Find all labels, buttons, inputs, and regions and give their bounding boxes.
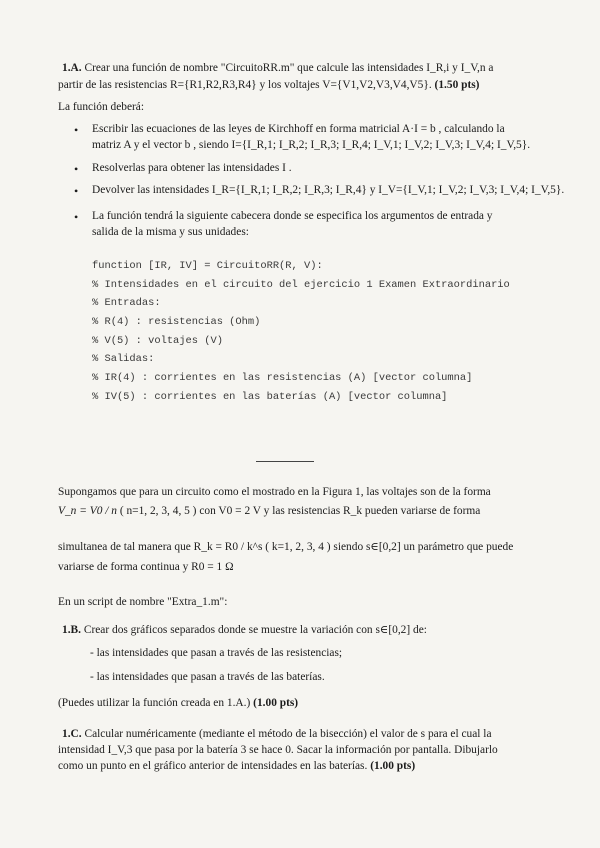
q1a-text-line1: Crear una función de nombre "CircuitoRR.m" que calcule las intensidades I_R,i y I_V,n a: [84, 62, 494, 74]
setup-line3: [58, 539, 513, 553]
q1a-intro: La función deberá:: [58, 101, 145, 113]
bullet4-line1: La función tendrá la siguiente cabecera donde se especifica los argumentos de entrada y: [92, 210, 493, 222]
setup-line3-text: ( k=1, 2, 3, 4 ) siendo s∈[0,2] un parámetro que puede: [265, 541, 514, 553]
code-line-3: % Entradas:: [92, 297, 161, 309]
code-line-4: % R(4) : resistencias (Ohm): [92, 316, 261, 328]
setup-line2: [58, 505, 480, 517]
q1a-label: 1.A.: [62, 62, 82, 74]
q1b-text: Crear dos gráficos separados donde se muestre la variación con s∈[0,2] de:: [83, 624, 427, 636]
code-line-8: % IV(5) : corrientes en las baterías (A) [vector columna]: [92, 391, 448, 403]
code-line-2: % Intensidades en el circuito del ejercicio 1 Examen Extraordinario: [92, 279, 510, 291]
voltage-formula: V_n = V0 / n: [58, 505, 117, 517]
q1c-label: 1.C.: [62, 728, 82, 740]
q1c-text-line1: Calcular numéricamente (mediante el método de la bisección) el valor de s para el cual la: [84, 728, 492, 740]
separator-rule: [256, 461, 314, 462]
q1b-item2: - las intensidades que pasan a través de las baterías.: [90, 671, 325, 683]
code-line-1: function [IR, IV] = CircuitoRR(R, V):: [92, 260, 323, 272]
q1b-note-line: [58, 697, 298, 709]
setup-line1: Supongamos que para un circuito como el mostrado en la Figura 1, las voltajes son de la forma: [58, 486, 491, 498]
q1c-line3: [58, 760, 415, 772]
bullet-icon: •: [74, 123, 79, 137]
setup-line2-text: ( n=1, 2, 3, 4, 5 ) con V0 = 2 V y las resistencias R_k pueden variarse de forma: [119, 505, 481, 517]
q1c-points: (1.00 pts): [370, 760, 416, 772]
q1b-line: [62, 622, 427, 636]
q1b-label: 1.B.: [62, 624, 81, 636]
q1a-line2: [58, 79, 479, 91]
q1c-line1: [62, 728, 492, 740]
bullet3: Devolver las intensidades I_R={I_R,1; I_R,2; I_R,3; I_R,4} y I_V={I_V,1; I_V,2; I_V,3; I_V,4; I_V,5}.: [92, 184, 565, 196]
code-line-6: % Salidas:: [92, 353, 155, 365]
bullet-icon: •: [74, 184, 79, 198]
q1c-line2: intensidad I_V,3 que pasa por la batería 3 se hace 0. Sacar la información por pantalla. Dibujarlo: [58, 744, 498, 756]
q1a-line1: [62, 62, 493, 74]
code-line-7: % IR(4) : corrientes en las resistencias (A) [vector columna]: [92, 372, 473, 384]
code-line-5: % V(5) : voltajes (V): [92, 335, 223, 347]
bullet1-line1: Escribir las ecuaciones de las leyes de Kirchhoff en forma matricial A·I = b , calculando la: [92, 123, 505, 135]
bullet2: Resolverlas para obtener las intensidades I .: [92, 162, 292, 174]
bullet1-line2: matriz A y el vector b , siendo I={I_R,1; I_R,2; I_R,3; I_R,4; I_V,1; I_V,2; I_V,3; I_V,4; I_V,5}.: [92, 139, 531, 151]
q1a-text-line2: partir de las resistencias R={R1,R2,R3,R4} y los voltajes V={V1,V2,V3,V4,V5}.: [58, 79, 432, 91]
bullet-icon: •: [74, 210, 79, 224]
q1a-points: (1.50 pts): [434, 79, 480, 91]
setup-line4: variarse de forma continua y R0 = 1 Ω: [58, 561, 234, 573]
bullet-icon: •: [74, 162, 79, 176]
resistance-formula: simultanea de tal manera que R_k = R0 / k^s: [58, 541, 263, 553]
q1b-item1: - las intensidades que pasan a través de las resistencias;: [90, 647, 343, 659]
q1b-note: (Puedes utilizar la función creada en 1.A.): [58, 697, 251, 709]
script-instruction: En un script de nombre "Extra_1.m":: [58, 596, 228, 608]
q1b-points: (1.00 pts): [253, 697, 299, 709]
q1c-text-line3: como un punto en el gráfico anterior de intensidades en las baterías.: [58, 760, 368, 772]
bullet4-line2: salida de la misma y sus unidades:: [92, 226, 249, 238]
